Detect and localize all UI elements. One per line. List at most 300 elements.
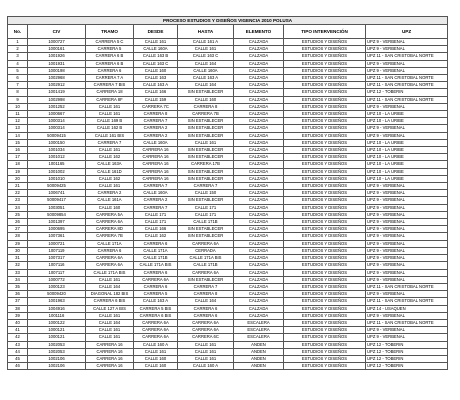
table-row	[8, 355, 448, 362]
upz-cell: UPZ 9 - VERBENAL	[366, 60, 448, 67]
tipo-intervencion-cell: ESTUDIOS Y DISEÑOS	[284, 233, 366, 240]
civ-cell: 1000198	[28, 67, 86, 74]
table-row	[8, 341, 448, 348]
upz-cell: UPZ 9 - VERBENAL	[366, 312, 448, 319]
desde-cell: CARRERA 7	[134, 204, 178, 211]
desde-cell: CARRERA 16	[134, 154, 178, 161]
desde-cell: CALLE 166	[134, 226, 178, 233]
tramo-cell: CARRERA 16	[86, 355, 134, 362]
elemento-cell: ESCALERA	[234, 327, 284, 334]
civ-cell: 1007361	[28, 233, 86, 240]
elemento-cell: CALZADA	[234, 118, 284, 125]
elemento-cell: ANDEN	[234, 363, 284, 370]
tipo-intervencion-cell: ESTUDIOS Y DISEÑOS	[284, 262, 366, 269]
row-number: 46	[8, 363, 28, 370]
desde-cell: CALLE 171A BIS	[134, 262, 178, 269]
desde-cell: CARRERA 6 BIS	[134, 312, 178, 319]
upz-cell: UPZ 11 - SAN CRISTOBAL NORTE	[366, 53, 448, 60]
civ-cell: 1003051	[28, 204, 86, 211]
hasta-cell: CALLE 164	[178, 298, 234, 305]
civ-cell: 1000721	[28, 240, 86, 247]
row-number: 17	[8, 154, 28, 161]
table-row	[8, 154, 448, 161]
hasta-cell: SIN ESTABLECER	[178, 226, 234, 233]
desde-cell: CALLE 171A	[134, 247, 178, 254]
table-row	[8, 312, 448, 319]
row-number: 26	[8, 219, 28, 226]
hasta-cell: CARRERA 8	[178, 103, 234, 110]
tramo-header: TRAMO	[86, 25, 134, 39]
desde-cell: CARRERA 5	[134, 291, 178, 298]
desde-header: DESDE	[134, 25, 178, 39]
row-number: 35	[8, 283, 28, 290]
row-number: 15	[8, 139, 28, 146]
tipo-intervencion-cell: ESTUDIOS Y DISEÑOS	[284, 291, 366, 298]
row-number: 9	[8, 96, 28, 103]
hasta-cell: CARRERA 6	[178, 305, 234, 312]
row-number: 45	[8, 355, 28, 362]
civ-cell: 1000695	[28, 226, 86, 233]
hasta-cell: SIN ESTABLECER	[178, 147, 234, 154]
upz-cell: UPZ 9 - VERBENAL	[366, 291, 448, 298]
row-number: 43	[8, 341, 28, 348]
desde-cell: CALLE 166	[134, 89, 178, 96]
elemento-cell: CALZADA	[234, 291, 284, 298]
row-number: 28	[8, 233, 28, 240]
hasta-cell: CALLE 161	[178, 341, 234, 348]
hasta-cell: CALLE 164	[178, 82, 234, 89]
hasta-cell: CALLE 161	[178, 355, 234, 362]
tipo-intervencion-cell: ESTUDIOS Y DISEÑOS	[284, 334, 366, 341]
civ-cell: 1006741	[28, 190, 86, 197]
row-number: 38	[8, 305, 28, 312]
elemento-cell: CALZADA	[234, 262, 284, 269]
elemento-cell: ESCALERA	[234, 319, 284, 326]
upz-cell: UPZ 9 - VERBENAL	[366, 276, 448, 283]
civ-cell: 1000314	[28, 125, 86, 132]
hasta-cell: CARRERA 6	[178, 312, 234, 319]
hasta-cell: SIN ESTABLECER	[178, 125, 234, 132]
row-number: 33	[8, 269, 28, 276]
civ-cell: 1000727	[28, 39, 86, 46]
civ-cell: 1000123	[28, 283, 86, 290]
upz-cell: UPZ 11 - SAN CRISTOBAL NORTE	[366, 319, 448, 326]
desde-cell: CARRERA 7	[134, 183, 178, 190]
tramo-cell: CALLE 161	[86, 276, 134, 283]
tipo-intervencion-cell: ESTUDIOS Y DISEÑOS	[284, 183, 366, 190]
table-row	[8, 298, 448, 305]
upz-cell: UPZ 9 - VERBENAL	[366, 197, 448, 204]
hasta-cell: CALLE 171A BIS	[178, 255, 234, 262]
civ-cell: 1001926	[28, 53, 86, 60]
tramo-cell: CARRERA 7 BIS	[86, 82, 134, 89]
elemento-cell: CALZADA	[234, 190, 284, 197]
row-number: 25	[8, 211, 28, 218]
civ-cell: 50009425	[28, 183, 86, 190]
upz-cell: UPZ 10 - LA URIBE	[366, 111, 448, 118]
desde-cell: CARRERA 8	[134, 111, 178, 118]
table-row	[8, 67, 448, 74]
tramo-cell: CARRERA 16	[86, 341, 134, 348]
table-row	[8, 233, 448, 240]
civ-cell: 1001012	[28, 154, 86, 161]
upz-cell: UPZ 10 - LA URIBE	[366, 139, 448, 146]
tramo-cell: CALLE 127 A BIS	[86, 305, 134, 312]
tipo-intervencion-header: TIPO INTERVENCIÓN	[284, 25, 366, 39]
hasta-cell: CARRERA 7	[178, 183, 234, 190]
civ-cell: 1000314	[28, 118, 86, 125]
table-row	[8, 96, 448, 103]
elemento-cell: CALZADA	[234, 60, 284, 67]
elemento-cell: CALZADA	[234, 53, 284, 60]
table-row	[8, 204, 448, 211]
row-number: 19	[8, 168, 28, 175]
civ-cell: 50009420	[28, 291, 86, 298]
tipo-intervencion-cell: ESTUDIOS Y DISEÑOS	[284, 363, 366, 370]
row-number: 14	[8, 132, 28, 139]
hasta-cell: CALLE 171B	[178, 219, 234, 226]
tramo-cell: CALLE 171A BIS	[86, 269, 134, 276]
hasta-cell: SIN ESTABLECER	[178, 89, 234, 96]
desde-cell: CARRERA 6	[134, 240, 178, 247]
tipo-intervencion-cell: ESTUDIOS Y DISEÑOS	[284, 161, 366, 168]
civ-cell: 1001252	[28, 103, 86, 110]
civ-cell: 1001419	[28, 89, 86, 96]
row-number: 6	[8, 75, 28, 82]
civ-cell: 1002998	[28, 96, 86, 103]
desde-cell: CALLE 160	[134, 355, 178, 362]
tipo-intervencion-cell: ESTUDIOS Y DISEÑOS	[284, 125, 366, 132]
hasta-cell: CALLE 161	[178, 348, 234, 355]
hasta-cell: CALLE 160A	[178, 67, 234, 74]
civ-cell: 1000150	[28, 139, 86, 146]
desde-cell: CARRERA 16	[134, 175, 178, 182]
elemento-cell: CALZADA	[234, 168, 284, 175]
elemento-cell: CALZADA	[234, 82, 284, 89]
hasta-cell: CALLE 160 A	[178, 363, 234, 370]
table-row	[8, 211, 448, 218]
desde-cell: CALLE 171	[134, 211, 178, 218]
hasta-cell: CALLE 150	[178, 190, 234, 197]
table-row	[8, 219, 448, 226]
tramo-cell: CALLE 160	[86, 204, 134, 211]
tipo-intervencion-cell: ESTUDIOS Y DISEÑOS	[284, 276, 366, 283]
upz-cell: UPZ 9 - VERBENAL	[366, 269, 448, 276]
tramo-cell: CALLE 161	[86, 147, 134, 154]
table-row	[8, 269, 448, 276]
desde-cell: CALLE 171	[134, 219, 178, 226]
tipo-intervencion-cell: ESTUDIOS Y DISEÑOS	[284, 247, 366, 254]
upz-cell: UPZ 9 - VERBENAL	[366, 327, 448, 334]
civ-cell: 1002106	[28, 355, 86, 362]
hasta-cell: CALLE 171B	[178, 262, 234, 269]
civ-cell: 1001165	[28, 161, 86, 168]
tipo-intervencion-cell: ESTUDIOS Y DISEÑOS	[284, 348, 366, 355]
tramo-cell: CALLE 161	[86, 327, 134, 334]
upz-cell: UPZ 12 - TOBERIN	[366, 89, 448, 96]
tramo-cell: CARRERA 6	[86, 67, 134, 74]
desde-cell: CALLE 161	[134, 39, 178, 46]
hasta-cell: CALLE 161	[178, 139, 234, 146]
desde-cell: CARRERA 16	[134, 161, 178, 168]
row-number: 7	[8, 82, 28, 89]
hasta-cell: SIN ESTABLECER	[178, 168, 234, 175]
elemento-cell: CALZADA	[234, 67, 284, 74]
civ-cell: 1007119	[28, 247, 86, 254]
civ-cell: 1004916	[28, 305, 86, 312]
civ-cell: 1001116	[28, 312, 86, 319]
table-body	[8, 39, 448, 370]
upz-cell: UPZ 9 - VERBENAL	[366, 190, 448, 197]
hasta-cell: SIN ESTABLECER	[178, 154, 234, 161]
hasta-cell: CALLE 171	[178, 211, 234, 218]
elemento-cell: CALZADA	[234, 226, 284, 233]
tramo-cell: CALLE 161	[86, 111, 134, 118]
upz-cell: UPZ 9 - VERBENAL	[366, 67, 448, 74]
elemento-cell: CALZADA	[234, 276, 284, 283]
tipo-intervencion-cell: ESTUDIOS Y DISEÑOS	[284, 118, 366, 125]
table-row	[8, 82, 448, 89]
hasta-cell: SIN ESTABLECER	[178, 197, 234, 204]
civ-cell: 1001034	[28, 147, 86, 154]
tramo-cell: CALLE 161	[86, 183, 134, 190]
upz-cell: UPZ 9 - VERBENAL	[366, 211, 448, 218]
elemento-cell: CALZADA	[234, 96, 284, 103]
row-number: 24	[8, 204, 28, 211]
tramo-cell: CARRERA 7 A	[86, 75, 134, 82]
civ-cell: 50009415	[28, 132, 86, 139]
table-row	[8, 161, 448, 168]
tipo-intervencion-cell: ESTUDIOS Y DISEÑOS	[284, 341, 366, 348]
upz-cell: UPZ 10 - LA URIBE	[366, 175, 448, 182]
elemento-cell: CALZADA	[234, 161, 284, 168]
tipo-intervencion-cell: ESTUDIOS Y DISEÑOS	[284, 39, 366, 46]
upz-cell: UPZ 9 - VERBENAL	[366, 183, 448, 190]
tramo-cell: CARRERA 5 C	[86, 39, 134, 46]
table-row	[8, 319, 448, 326]
desde-cell: CARRERA 2	[134, 132, 178, 139]
upz-cell: UPZ 12 - TOBERIN	[366, 355, 448, 362]
civ-cell: 1000772	[28, 276, 86, 283]
desde-cell: CALLE 160	[134, 67, 178, 74]
table-row	[8, 46, 448, 53]
hasta-cell: SIN ESTABLECER	[178, 132, 234, 139]
tramo-cell: CARRERA 8D	[86, 226, 134, 233]
upz-cell: UPZ 9 - VERBENAL	[366, 103, 448, 110]
hasta-cell: SIN ESTABLECER	[178, 175, 234, 182]
civ-cell: 1001397	[28, 219, 86, 226]
hasta-cell: CARRERA 6A	[178, 240, 234, 247]
elemento-cell: CALZADA	[234, 154, 284, 161]
row-number: 29	[8, 240, 28, 247]
tipo-intervencion-cell: ESTUDIOS Y DISEÑOS	[284, 211, 366, 218]
tipo-intervencion-cell: ESTUDIOS Y DISEÑOS	[284, 154, 366, 161]
tramo-cell: CARRERA 5	[86, 46, 134, 53]
tramo-cell: CARRERA 6A	[86, 219, 134, 226]
hasta-cell: CARRERA 6A	[178, 269, 234, 276]
table-row	[8, 125, 448, 132]
elemento-cell: CALZADA	[234, 211, 284, 218]
row-number: 1	[8, 39, 28, 46]
upz-cell: UPZ 11 - SAN CRISTOBAL NORTE	[366, 82, 448, 89]
elemento-cell: CALZADA	[234, 269, 284, 276]
tipo-intervencion-cell: ESTUDIOS Y DISEÑOS	[284, 283, 366, 290]
tipo-intervencion-cell: ESTUDIOS Y DISEÑOS	[284, 327, 366, 334]
upz-cell: UPZ 9 - VERBENAL	[366, 219, 448, 226]
elemento-cell: CALZADA	[234, 255, 284, 262]
row-number: 32	[8, 262, 28, 269]
table-row	[8, 240, 448, 247]
tramo-cell: CALLE 162	[86, 175, 134, 182]
table-row	[8, 60, 448, 67]
tipo-intervencion-cell: ESTUDIOS Y DISEÑOS	[284, 305, 366, 312]
upz-cell: UPZ 11 - SAN CRISTOBAL NORTE	[366, 96, 448, 103]
desde-cell: CARRERA 6A	[134, 319, 178, 326]
upz-cell: UPZ 10 - LA URIBE	[366, 147, 448, 154]
hasta-cell: CALLE 163 C	[178, 53, 234, 60]
elemento-cell: CALZADA	[234, 197, 284, 204]
civ-cell: 50009854	[28, 211, 86, 218]
tramo-cell: CARRERA 8F	[86, 96, 134, 103]
row-number: 40	[8, 319, 28, 326]
tipo-intervencion-cell: ESTUDIOS Y DISEÑOS	[284, 82, 366, 89]
desde-cell: CARRERA 6	[134, 269, 178, 276]
civ-header: CIV	[28, 25, 86, 39]
tipo-intervencion-cell: ESTUDIOS Y DISEÑOS	[284, 96, 366, 103]
desde-cell: CALLE 163	[134, 75, 178, 82]
table-row	[8, 89, 448, 96]
tipo-intervencion-cell: ESTUDIOS Y DISEÑOS	[284, 147, 366, 154]
upz-header: UPZ	[366, 25, 448, 39]
tipo-intervencion-cell: ESTUDIOS Y DISEÑOS	[284, 219, 366, 226]
tramo-cell: CALLE 161D	[86, 168, 134, 175]
upz-cell: UPZ 9 - VERBENAL	[366, 125, 448, 132]
row-number: 44	[8, 348, 28, 355]
civ-cell: 1002106	[28, 363, 86, 370]
tipo-intervencion-cell: ESTUDIOS Y DISEÑOS	[284, 240, 366, 247]
table-row	[8, 75, 448, 82]
table-row	[8, 276, 448, 283]
elemento-cell: CALZADA	[234, 175, 284, 182]
desde-cell: CARRERA 7C	[134, 103, 178, 110]
elemento-cell: CALZADA	[234, 75, 284, 82]
table-row	[8, 283, 448, 290]
upz-cell: UPZ 9 - VERBENAL	[366, 204, 448, 211]
upz-cell: UPZ 9 - VERBENAL	[366, 240, 448, 247]
civ-cell: 1001002	[28, 168, 86, 175]
hasta-header: HASTA	[178, 25, 234, 39]
tramo-cell: CARRERA 18	[86, 89, 134, 96]
tramo-cell: CARRERA 6	[86, 247, 134, 254]
table-row	[8, 334, 448, 341]
row-number: 31	[8, 255, 28, 262]
row-number: 8	[8, 89, 28, 96]
row-number: 27	[8, 226, 28, 233]
desde-cell: CALLE 161	[134, 348, 178, 355]
upz-cell: UPZ 9 - VERBENAL	[366, 262, 448, 269]
desde-cell: CARRERA 16	[134, 147, 178, 154]
table-row	[8, 190, 448, 197]
row-number: 16	[8, 147, 28, 154]
upz-cell: UPZ 10 - LA URIBE	[366, 168, 448, 175]
tramo-cell: CARRERA 5A	[86, 211, 134, 218]
desde-cell: CARRERA 2	[134, 125, 178, 132]
desde-cell: CALLE 163 C	[134, 60, 178, 67]
row-number: 37	[8, 298, 28, 305]
tramo-cell: CARRERA 7B	[86, 233, 134, 240]
upz-cell: UPZ 11 - SAN CRISTOBAL NORTE	[366, 283, 448, 290]
desde-cell: CARRERA 6A	[134, 334, 178, 341]
civ-cell: 1002053	[28, 341, 86, 348]
tipo-intervencion-cell: ESTUDIOS Y DISEÑOS	[284, 67, 366, 74]
elemento-cell: ANDEN	[234, 348, 284, 355]
row-number: 22	[8, 190, 28, 197]
desde-cell: CALLE 162	[134, 233, 178, 240]
civ-cell: 1000667	[28, 111, 86, 118]
elemento-cell: CALZADA	[234, 247, 284, 254]
tramo-cell: CALLE 163A	[86, 161, 134, 168]
row-number: 10	[8, 103, 28, 110]
table-row	[8, 103, 448, 110]
civ-cell: 1000161	[28, 46, 86, 53]
civ-cell: 1000121	[28, 334, 86, 341]
civ-cell: 1002912	[28, 82, 86, 89]
row-number: 34	[8, 276, 28, 283]
hasta-cell: SIN ESTABLECER	[178, 233, 234, 240]
table-row	[8, 305, 448, 312]
hasta-cell: CALLE 163 A	[178, 75, 234, 82]
table-row	[8, 291, 448, 298]
civ-cell: 1001963	[28, 298, 86, 305]
tipo-intervencion-cell: ESTUDIOS Y DISEÑOS	[284, 111, 366, 118]
row-number: 13	[8, 125, 28, 132]
tipo-intervencion-cell: ESTUDIOS Y DISEÑOS	[284, 312, 366, 319]
desde-cell: CALLE 163 A	[134, 82, 178, 89]
table-row	[8, 53, 448, 60]
tipo-intervencion-cell: ESTUDIOS Y DISEÑOS	[284, 89, 366, 96]
row-number: 12	[8, 118, 28, 125]
civ-cell: 1007116	[28, 262, 86, 269]
tipo-intervencion-cell: ESTUDIOS Y DISEÑOS	[284, 175, 366, 182]
tipo-intervencion-cell: ESTUDIOS Y DISEÑOS	[284, 75, 366, 82]
upz-cell: UPZ 9 - VERBENAL	[366, 255, 448, 262]
upz-cell: UPZ 9 - VERBENAL	[366, 226, 448, 233]
upz-cell: UPZ 9 - VERBENAL	[366, 39, 448, 46]
elemento-cell: CALZADA	[234, 240, 284, 247]
upz-cell: UPZ 12 - TOBERIN	[366, 363, 448, 370]
hasta-cell: CARRERA 17B	[178, 161, 234, 168]
row-number: 11	[8, 111, 28, 118]
elemento-cell: CALZADA	[234, 204, 284, 211]
desde-cell: CARRERA 5 BIS	[134, 305, 178, 312]
hasta-cell: SIN ESTABLECER	[178, 276, 234, 283]
no-header: No.	[8, 25, 28, 39]
tramo-cell: CALLE 162	[86, 154, 134, 161]
elemento-cell: CALZADA	[234, 312, 284, 319]
elemento-cell: CALZADA	[234, 103, 284, 110]
row-number: 30	[8, 247, 28, 254]
civ-cell: 1000121	[28, 327, 86, 334]
hasta-cell: CARRERA 7	[178, 283, 234, 290]
upz-cell: UPZ 9 - VERBENAL	[366, 334, 448, 341]
tramo-cell: CALLE 164	[86, 319, 134, 326]
tramo-cell: CARRERA 6A	[86, 255, 134, 262]
civ-cell: 1000122	[28, 319, 86, 326]
hasta-cell: CALLE 161	[178, 46, 234, 53]
tipo-intervencion-cell: ESTUDIOS Y DISEÑOS	[284, 190, 366, 197]
civ-cell: 1007317	[28, 255, 86, 262]
tramo-cell: CARRERA 16	[86, 348, 134, 355]
